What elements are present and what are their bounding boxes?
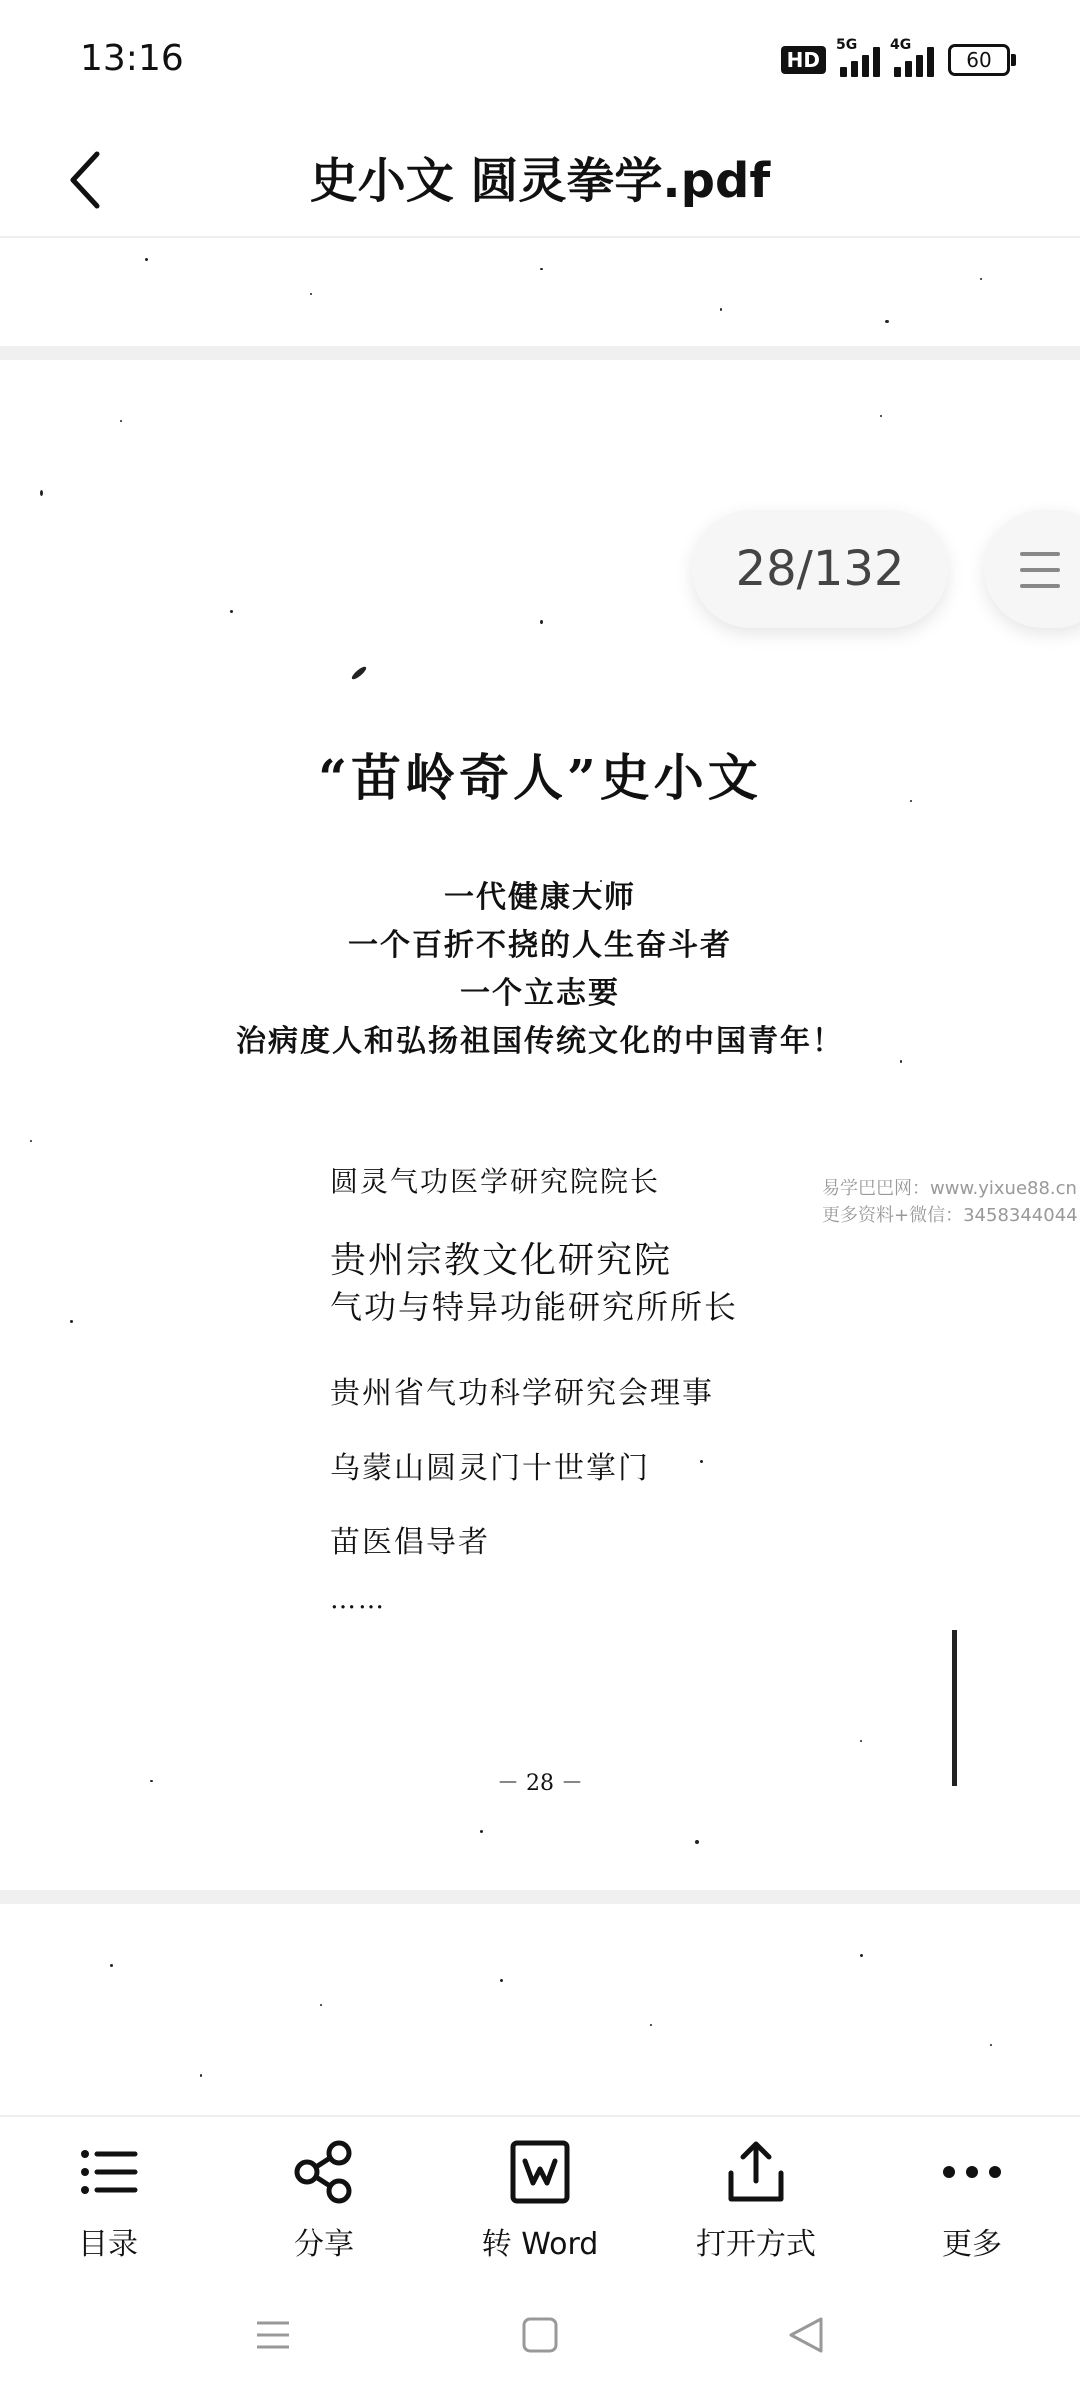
bottom-toolbar (0, 2115, 1080, 2277)
open-with-label: 打开方式 (696, 2227, 816, 2262)
title-line-2: 贵州宗教文化研究院 (330, 1240, 673, 1281)
signal-5g-label: 5G (836, 37, 858, 53)
title-bar (0, 120, 1080, 238)
previous-page (0, 238, 1080, 346)
share-label: 分享 (294, 2227, 354, 2262)
signal-4g-label: 4G (890, 37, 912, 53)
list-icon (73, 2137, 143, 2207)
watermark-line-1: 易学巴巴网：www.yixue88.cn (822, 1178, 1077, 1199)
menu-icon[interactable] (243, 2305, 303, 2365)
convert-word-button[interactable] (450, 2137, 630, 2277)
battery-level: 60 (966, 48, 992, 72)
more-button[interactable] (882, 2137, 1062, 2277)
toc-button[interactable] (18, 2137, 198, 2277)
title-line-1: 圆灵气功医学研究院院长 (330, 1165, 661, 1198)
status-icons (781, 37, 1010, 80)
page-counter-text: 28/132 (735, 541, 905, 597)
page-counter[interactable] (692, 510, 948, 628)
more-label: 更多 (942, 2227, 1002, 2262)
signal-5g-icon (836, 37, 880, 77)
title-line-6: 苗医倡导者 (330, 1525, 490, 1560)
center-line-3: 一个立志要 (460, 976, 620, 1011)
word-icon (505, 2137, 575, 2207)
center-line-1: 一代健康大师 (444, 880, 636, 915)
status-bar (0, 0, 1080, 120)
hd-icon: HD (781, 46, 826, 74)
watermark-line-2: 更多资料+微信：3458344044 (822, 1205, 1078, 1226)
share-icon (289, 2137, 359, 2207)
signal-4g-icon (890, 37, 934, 77)
open-with-button[interactable] (666, 2137, 846, 2277)
open-with-icon (721, 2137, 791, 2207)
home-icon[interactable] (510, 2305, 570, 2365)
more-icon (937, 2137, 1007, 2207)
battery-icon (948, 44, 1010, 76)
page-number: － 28 － (497, 1771, 583, 1796)
page-separator (0, 346, 1080, 360)
next-page (0, 1904, 1080, 2114)
system-nav-bar (0, 2275, 1080, 2400)
page-edge-mark (952, 1630, 957, 1786)
page-heading: “苗岭奇人”史小文 (318, 748, 762, 807)
title-line-ellipsis: …… (330, 1585, 386, 1615)
page-separator (0, 1890, 1080, 1904)
document-title: 史小文 圆灵拳学.pdf (309, 153, 771, 209)
center-line-2: 一个百折不挠的人生奋斗者 (348, 928, 732, 963)
center-line-4: 治病度人和弘扬祖国传统文化的中国青年！ (236, 1024, 844, 1059)
title-line-5: 乌蒙山圆灵门十世掌门 (330, 1451, 650, 1486)
toc-label: 目录 (78, 2227, 138, 2262)
convert-word-label: 转 Word (481, 2227, 599, 2262)
status-time: 13:16 (80, 38, 184, 79)
back-nav-icon[interactable] (777, 2305, 837, 2365)
share-button[interactable] (234, 2137, 414, 2277)
title-line-3: 气功与特异功能研究所所长 (330, 1288, 739, 1326)
title-line-4: 贵州省气功科学研究会理事 (330, 1376, 714, 1411)
